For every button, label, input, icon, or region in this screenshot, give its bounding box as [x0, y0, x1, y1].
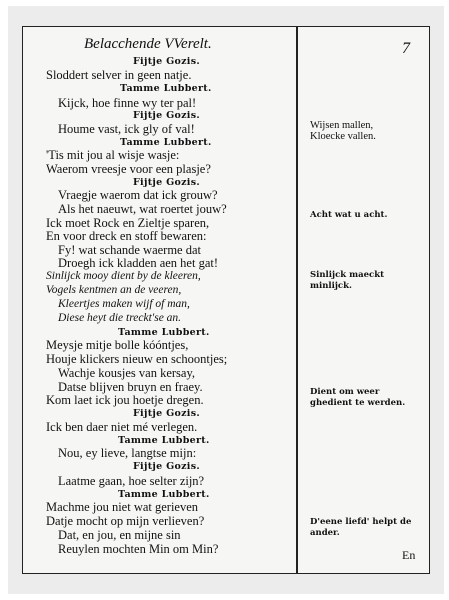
verse-line: Fy! wat schande waerme dat: [58, 243, 201, 257]
verse-line: En voor dreck en stoff bewaren:: [46, 229, 207, 243]
speaker-line: Fijtje Gozis.: [133, 177, 200, 188]
verse-line: Als het naeuwt, wat roertet jouw?: [58, 202, 227, 216]
italic-line: Kleertjes maken wijf of man,: [58, 298, 190, 310]
verse-line: Kom laet ick jou hoetje dregen.: [46, 393, 204, 407]
margin-note: Sinlijck maeckt minlijck.: [310, 270, 385, 291]
verse-line: Sloddert selver in geen natje.: [46, 68, 192, 82]
verse-line: Laatme gaan, hoe selter zijn?: [58, 474, 205, 488]
verse-line: 'Tis mit jou al wisje wasje:: [46, 148, 180, 162]
italic-line: Vogels kentmen an de veeren,: [46, 284, 182, 296]
italic-line: Diese heyt die treckt'se an.: [58, 312, 182, 324]
verse-line: Nou, ey lieve, langtse mijn:: [58, 446, 197, 460]
margin-note: Wijsen mallen, Kloecke vallen.: [310, 120, 376, 142]
verse-line: Droegh ick kladden aen het gat!: [58, 256, 219, 270]
speaker-line: Tamme Lubbert.: [118, 327, 210, 338]
running-head-title: Belacchende VVerelt.: [84, 36, 212, 52]
verse-line: Reuylen mochten Min om Min?: [58, 542, 219, 556]
speaker-line: Tamme Lubbert.: [120, 137, 212, 148]
speaker-line: Fijtje Gozis.: [133, 408, 200, 419]
verse-line: Houje klickers nieuw en schoontjes;: [46, 352, 228, 366]
verse-line: Ick ben daer niet mé verlegen.: [46, 420, 198, 434]
page-number: 7: [402, 40, 410, 57]
verse-line: Kijck, hoe finne wy ter pal!: [58, 96, 197, 110]
verse-line: Waerom vreesje voor een plasje?: [46, 162, 211, 176]
italic-line: Sinlijck mooy dient by de kleeren,: [46, 270, 201, 282]
speaker-line: Fijtje Gozis.: [133, 461, 200, 472]
verse-line: Datse blijven bruyn en fraey.: [58, 380, 203, 394]
speaker-line: Tamme Lubbert.: [118, 489, 210, 500]
margin-note: Dient om weer ghedient te werden.: [310, 387, 406, 408]
verse-line: Dat, en jou, en mijne sin: [58, 528, 181, 542]
catchword: En: [402, 548, 416, 562]
verse-line: Wachje kousjes van kersay,: [58, 366, 196, 380]
verse-line: Datje mocht op mijn verlieven?: [46, 514, 205, 528]
margin-note: Acht wat u acht.: [310, 210, 388, 220]
speaker-line: Fijtje Gozis.: [133, 56, 200, 67]
verse-line: Vraegje waerom dat ick grouw?: [58, 188, 218, 202]
speaker-line: Fijtje Gozis.: [133, 110, 200, 121]
verse-line: Meysje mitje bolle kóóntjes,: [46, 338, 189, 352]
verse-line: Machme jou niet wat gerieven: [46, 500, 199, 514]
speaker-line: Tamme Lubbert.: [118, 435, 210, 446]
verse-line: Houme vast, ick gly of val!: [58, 122, 195, 136]
margin-note: D'eene liefd' helpt de ander.: [310, 517, 412, 538]
speaker-line: Tamme Lubbert.: [120, 83, 212, 94]
margin-column-rule: [296, 26, 298, 574]
verse-line: Ick moet Rock en Zieltje sparen,: [46, 216, 210, 230]
